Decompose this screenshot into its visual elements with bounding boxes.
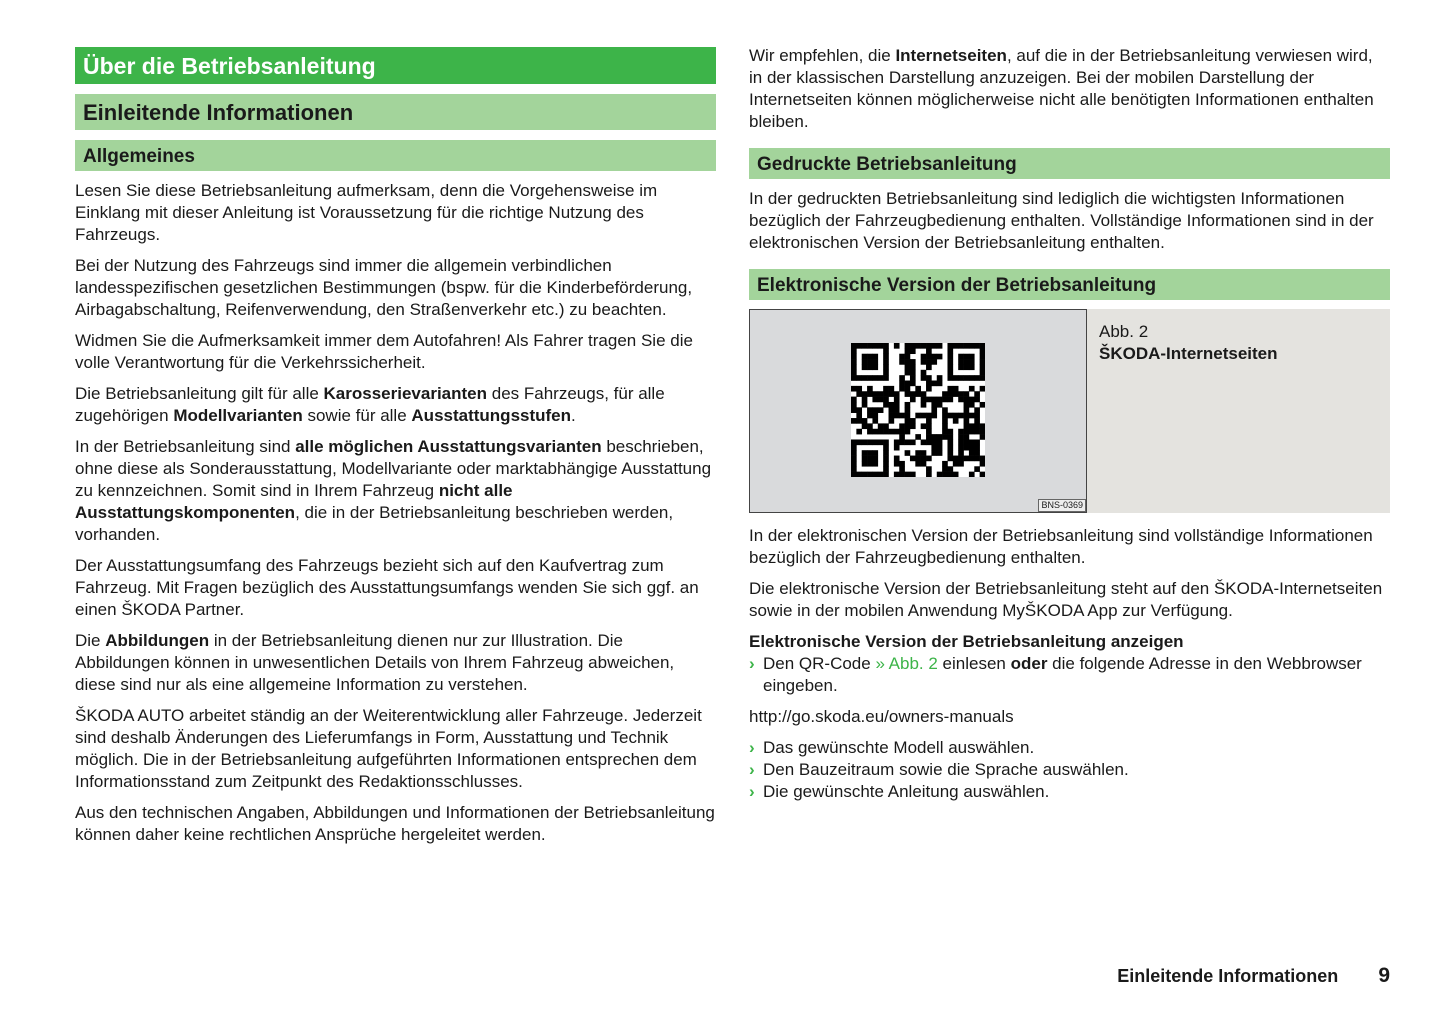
text-segment: oder	[1010, 654, 1048, 673]
text-segment: In der elektronischen Version der Betriebsanleitung sind vollständige Informationen bezüglich der Fahrzeugbedienung enthalten.	[749, 526, 1373, 567]
text-segment: in der Betriebsanleitung dienen nur zur Illustration. Die Abbildungen können in unwesentlichen Details von Ihrem Fahrzeug abweichen, diese sind nur als eine allgemeine Information zu verstehen.	[75, 631, 675, 694]
steps-list	[749, 737, 1390, 803]
figure-caption	[1087, 309, 1390, 513]
text-segment: In der gedruckten Betriebsanleitung sind lediglich die wichtigsten Informationen bezüglich der Fahrzeugbedienung enthalten. Vollständige Informationen sind in der elektronischen Version der Betriebsanleitung enthalten.	[749, 189, 1374, 252]
step-item	[749, 759, 1390, 781]
paragraph	[749, 45, 1390, 133]
text-segment: einlesen	[937, 654, 1011, 673]
right-column	[749, 45, 1390, 803]
step-text: Die gewünschte Anleitung auswählen.	[763, 782, 1050, 801]
text-segment: Ausstattungsstufen	[411, 406, 572, 425]
text-segment: beschrieben, ohne diese als Sonderausstattung, Modellvariante oder marktabhängige Ausstattung zu kennzeichnen. Somit sind in Ihrem Fahrzeug	[75, 437, 712, 500]
figure-code: BNS-0369	[1038, 499, 1086, 512]
text-segment: des Fahrzeugs, für alle zugehörigen	[75, 384, 665, 425]
text-segment: die folgende Adresse in den Webbrowser eingeben.	[763, 654, 1362, 695]
text-segment: nicht alle Ausstattungskomponenten	[75, 481, 513, 522]
text-segment: , die in der Betriebsanleitung beschrieben werden, vorhanden.	[75, 503, 674, 544]
text-segment: In der Betriebsanleitung sind	[75, 437, 296, 456]
paragraph	[75, 555, 716, 621]
chevron-right-icon: ›	[749, 654, 755, 673]
electronic-paragraphs	[749, 525, 1390, 622]
text-segment: Die	[75, 631, 106, 650]
text-segment: Wir empfehlen, die	[749, 46, 896, 65]
text-segment: Der Ausstattungsumfang des Fahrzeugs bezieht sich auf den Kaufvertrag zum Fahrzeug. Mit Fragen bezüglich des Ausstattungsumfangs wenden Sie sich ggf. an einen ŠKODA Partner.	[75, 556, 699, 619]
text-segment: Aus den technischen Angaben, Abbildungen und Informationen der Betriebsanleitung können daher keine rechtlichen Ansprüche hergeleitet werden.	[75, 803, 715, 844]
paragraph	[75, 330, 716, 374]
chevron-right-icon: ›	[749, 760, 755, 779]
text-segment: Lesen Sie diese Betriebsanleitung aufmerksam, denn die Vorgehensweise im Einklang mit dieser Anleitung ist Voraussetzung für die richtige Nutzung des Fahrzeugs.	[75, 181, 658, 244]
text-segment: Den QR-Code	[763, 654, 876, 673]
text-segment: Die elektronische Version der Betriebsanleitung steht auf den ŠKODA-Internetseiten sowie in der mobilen Anwendung MyŠKODA App zur Verfügung.	[749, 579, 1383, 620]
figure-title: ŠKODA-Internetseiten	[1099, 344, 1278, 363]
text-segment: Die Betriebsanleitung gilt für alle	[75, 384, 324, 403]
step-text: Den Bauzeitraum sowie die Sprache auswählen.	[763, 760, 1129, 779]
step-text: Das gewünschte Modell auswählen.	[763, 738, 1035, 757]
footer-section: Einleitende Informationen	[1117, 966, 1339, 986]
chevron-right-icon: ›	[749, 738, 755, 757]
text-segment: ŠKODA AUTO arbeitet ständig an der Weiterentwicklung aller Fahrzeuge. Jederzeit sind deshalb Änderungen des Lieferumfangs in Form, Ausstattung und Technik möglich. Die in der Betriebsanleitung aufgeführten Informationen entsprechen dem Informationsstand zum Zeitpunkt des Redaktionsschlusses.	[75, 706, 702, 791]
figure-label: Abb. 2	[1099, 322, 1149, 341]
manual-url[interactable]: http://go.skoda.eu/owners-manuals	[749, 707, 1014, 726]
text-segment: Modellvarianten	[173, 406, 303, 425]
paragraph	[75, 705, 716, 793]
paragraph	[749, 525, 1390, 569]
paragraph	[75, 383, 716, 427]
instructions-heading: Elektronische Version der Betriebsanleitung anzeigen	[749, 632, 1184, 651]
paragraph	[75, 630, 716, 696]
text-segment: Internetseiten	[895, 46, 1007, 65]
figure-image	[749, 309, 1087, 513]
figure-reference-link[interactable]: » Abb. 2	[875, 654, 938, 673]
chevron-right-icon: ›	[749, 782, 755, 801]
figure	[749, 309, 1390, 513]
step-item	[749, 737, 1390, 759]
page-number: 9	[1378, 964, 1390, 987]
paragraph	[749, 578, 1390, 622]
text-segment: sowie für alle	[302, 406, 412, 425]
electronic-manual-heading: Elektronische Version der Betriebsanleitung	[749, 269, 1390, 300]
left-column	[75, 47, 716, 855]
text-segment: Karosserievarianten	[323, 384, 488, 403]
step-1	[749, 653, 1390, 697]
section-heading: Einleitende Informationen	[75, 94, 716, 130]
step-item	[749, 781, 1390, 803]
chapter-heading: Über die Betriebsanleitung	[75, 47, 716, 84]
paragraph	[749, 188, 1390, 254]
printed-paragraphs	[749, 188, 1390, 254]
paragraph	[75, 802, 716, 846]
printed-manual-heading: Gedruckte Betriebsanleitung	[749, 148, 1390, 179]
qr-code-icon[interactable]	[851, 343, 985, 477]
text-segment: alle möglichen Ausstattungsvarianten	[295, 437, 602, 456]
text-segment: Widmen Sie die Aufmerksamkeit immer dem Autofahren! Als Fahrer tragen Sie die volle Verantwortung für die Verkehrssicherheit.	[75, 331, 693, 372]
text-segment: Bei der Nutzung des Fahrzeugs sind immer die allgemein verbindlichen landesspezifischen gesetzlichen Bestimmungen (bspw. für die Kinderbeförderung, Airbagabschaltung, Reifenverwendung, den Straßenverkehr etc.) zu beachten.	[75, 256, 693, 319]
step-text	[763, 654, 1362, 695]
paragraph	[75, 255, 716, 321]
text-segment: , auf die in der Betriebsanleitung verwiesen wird, in der klassischen Darstellung anzuzeigen. Bei der mobilen Darstellung der Internetseiten können möglicherweise nicht alle benötigten Informationen enthalten bleiben.	[749, 46, 1374, 131]
general-paragraphs	[75, 180, 716, 846]
page-footer	[1117, 964, 1390, 988]
text-segment: Abbildungen	[105, 631, 210, 650]
text-segment: .	[571, 406, 576, 425]
paragraph	[75, 436, 716, 546]
intro-paragraphs	[749, 45, 1390, 133]
subsection-heading: Allgemeines	[75, 140, 716, 171]
paragraph	[75, 180, 716, 246]
